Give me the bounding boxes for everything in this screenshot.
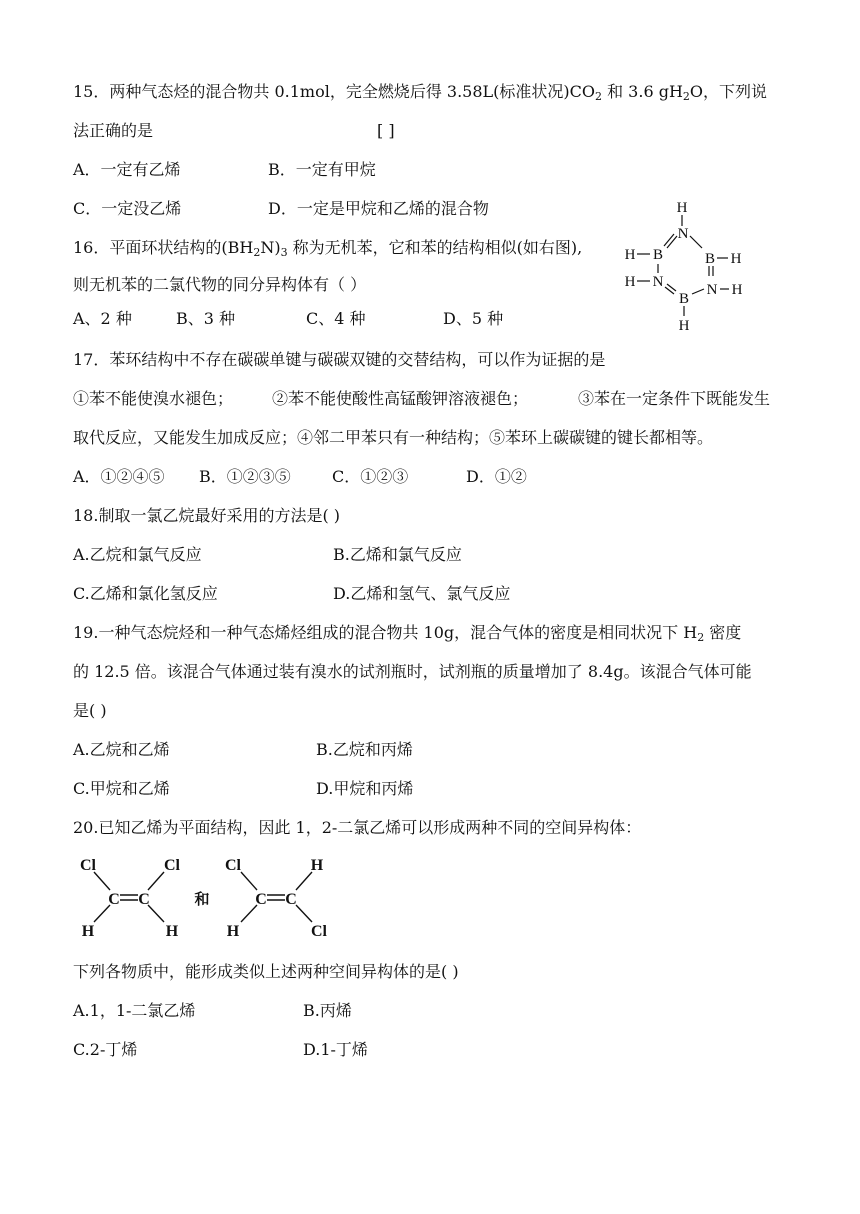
q17-stem-line1: 17．苯环结构中不存在碳碳单键与碳碳双键的交替结构，可以作为证据的是 [73, 350, 606, 369]
q19-option-b[interactable]: B.乙烷和丙烯 [316, 740, 413, 759]
q18-option-c[interactable]: C.乙烯和氯化氢反应 [73, 584, 218, 603]
q18-option-a[interactable]: A.乙烷和氯气反应 [73, 545, 202, 564]
q15-option-a[interactable]: A．一定有乙烯 [73, 160, 181, 179]
q18-stem: 18.制取一氯乙烷最好采用的方法是( ) [73, 506, 341, 525]
q19-option-c[interactable]: C.甲烷和乙烯 [73, 779, 170, 798]
q17-statement-1: ①苯不能使溴水褪色； [73, 389, 234, 408]
q17-option-c[interactable]: C．①②③ [332, 467, 409, 486]
q20-option-d[interactable]: D.1-丁烯 [303, 1040, 368, 1059]
trans-c-right: C [285, 891, 297, 908]
q17-option-a[interactable]: A．①②④⑤ [73, 467, 165, 486]
q16-stem-line2: 则无机苯的二氯代物的同分异构体有（ ） [73, 275, 367, 294]
dichloroethene-isomers-diagram [72, 852, 342, 942]
q17-option-d[interactable]: D．①② [466, 467, 527, 486]
cis-h-left: H [81, 923, 95, 940]
q19-option-d[interactable]: D.甲烷和丙烯 [316, 779, 414, 798]
atom-b-bottom: B [678, 291, 690, 307]
cis-h-right: H [165, 923, 179, 940]
q20-option-b[interactable]: B.丙烯 [303, 1001, 352, 1020]
atom-n-top: N [677, 226, 689, 242]
q20-stem-line2: 下列各物质中，能形成类似上述两种空间异构体的是( ) [73, 962, 459, 981]
atom-h-right-lower: H [731, 282, 743, 298]
trans-h-right: H [310, 857, 324, 874]
q17-option-b[interactable]: B．①②③⑤ [199, 467, 291, 486]
cis-c-right: C [138, 891, 150, 908]
cis-cl-right: Cl [164, 857, 180, 874]
q17-statement-2: ②苯不能使酸性高锰酸钾溶液褪色； [272, 389, 529, 408]
atom-h-bottom: H [678, 318, 690, 334]
q15-stem-line2: 法正确的是 [73, 121, 154, 140]
q20-option-a[interactable]: A.1，1-二氯乙烯 [73, 1001, 196, 1020]
atom-h-top: H [676, 200, 688, 216]
q15-answer-bracket: [ ] [377, 121, 395, 140]
cis-cl-left: Cl [80, 857, 96, 874]
isomer-conjunction: 和 [194, 892, 210, 908]
q17-statement-3: ③苯在一定条件下既能发生 [578, 389, 771, 408]
q16-option-c[interactable]: C、4 种 [306, 309, 366, 328]
atom-h-left-upper: H [624, 247, 636, 263]
q19-stem-line2: 的 12.5 倍。该混合气体通过装有溴水的试剂瓶时，试剂瓶的质量增加了 8.4g。该混合气体可能 [73, 662, 752, 681]
atom-b-right: B [704, 251, 716, 267]
atom-h-right-upper: H [730, 251, 742, 267]
atom-n-right: N [706, 282, 718, 298]
q15-option-d[interactable]: D．一定是甲烷和乙烯的混合物 [268, 199, 489, 218]
q15-option-b[interactable]: B．一定有甲烷 [268, 160, 376, 179]
borazine-structure-diagram [620, 196, 750, 336]
trans-cl-right: Cl [311, 923, 327, 940]
trans-c-left: C [255, 891, 267, 908]
q16-option-a[interactable]: A、2 种 [73, 309, 132, 328]
q19-stem-line1: 19.一种气态烷烃和一种气态烯烃组成的混合物共 10g，混合气体的密度是相同状况下 $H_2$ 密度 [73, 623, 742, 644]
q17-stem-line3: 取代反应，又能发生加成反应；④邻二甲苯只有一种结构；⑤苯环上碳碳键的键长都相等。 [73, 428, 714, 447]
q19-option-a[interactable]: A.乙烷和乙烯 [73, 740, 170, 759]
q18-option-b[interactable]: B.乙烯和氯气反应 [333, 545, 462, 564]
q19-stem-line3: 是( ) [73, 701, 107, 720]
q20-option-c[interactable]: C.2-丁烯 [73, 1040, 138, 1059]
q18-option-d[interactable]: D.乙烯和氢气、氯气反应 [333, 584, 511, 603]
q16-stem-line1: 16．平面环状结构的$(BH_2N)_3$ 称为无机苯，它和苯的结构相似(如右图), [73, 238, 583, 259]
q15-option-c[interactable]: C．一定没乙烯 [73, 199, 182, 218]
trans-cl-left: Cl [225, 857, 241, 874]
atom-h-left-lower: H [624, 274, 636, 290]
q16-option-b[interactable]: B、3 种 [176, 309, 236, 328]
q15-stem-line1: 15．两种气态烃的混合物共 0.1mol，完全燃烧后得 3.58L(标准状况)$CO_2$ 和 3.6 $gH_2O$，下列说 [73, 82, 768, 103]
atom-b-left: B [652, 247, 664, 263]
q20-stem-line1: 20.已知乙烯为平面结构，因此 1，2-二氯乙烯可以形成两种不同的空间异构体： [73, 818, 642, 837]
atom-n-left: N [652, 274, 664, 290]
cis-c-left: C [108, 891, 120, 908]
q16-option-d[interactable]: D、5 种 [443, 309, 504, 328]
trans-h-left: H [226, 923, 240, 940]
